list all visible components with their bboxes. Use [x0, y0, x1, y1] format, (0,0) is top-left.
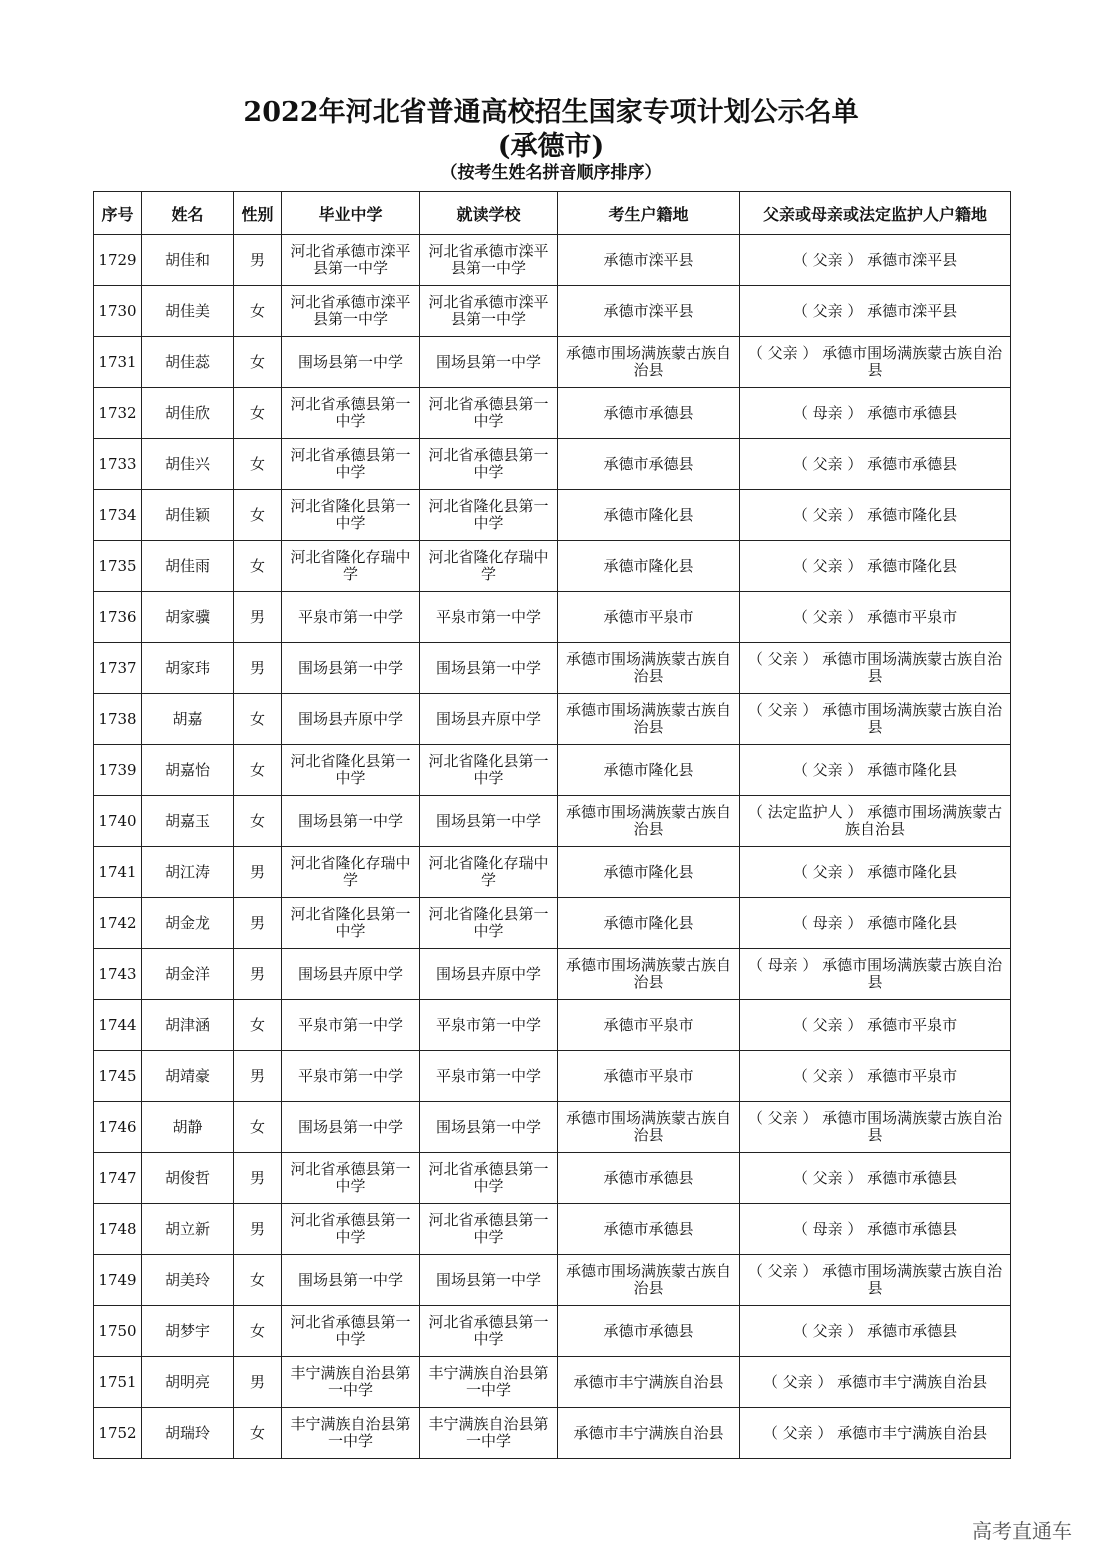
table-header-row: [94, 192, 1011, 235]
student-hukou-cell: 承德市承德县: [558, 388, 740, 439]
serial-cell: 1743: [94, 949, 142, 1000]
gender-cell: 男: [234, 235, 282, 286]
guardian-hukou-cell: （ 父亲 ） 承德市平泉市: [740, 592, 1011, 643]
student-hukou-cell: 承德市围场满族蒙古族自治县: [558, 643, 740, 694]
student-hukou-cell: 承德市滦平县: [558, 286, 740, 337]
graduated-school-cell: 平泉市第一中学: [282, 1000, 420, 1051]
name-cell: 胡俊哲: [142, 1153, 234, 1204]
graduated-school-cell: 河北省承德市滦平县第一中学: [282, 235, 420, 286]
graduated-school-cell: 围场县卉原中学: [282, 694, 420, 745]
table-row: [94, 1255, 1011, 1306]
guardian-hukou-cell: （ 母亲 ） 承德市围场满族蒙古族自治县: [740, 949, 1011, 1000]
student-hukou-cell: 承德市丰宁满族自治县: [558, 1357, 740, 1408]
graduated-school-cell: 平泉市第一中学: [282, 1051, 420, 1102]
gender-cell: 女: [234, 1102, 282, 1153]
serial-cell: 1732: [94, 388, 142, 439]
name-cell: 胡佳和: [142, 235, 234, 286]
table-row: [94, 286, 1011, 337]
student-hukou-cell: 承德市隆化县: [558, 490, 740, 541]
name-cell: 胡佳兴: [142, 439, 234, 490]
current-school-cell: 河北省承德市滦平县第一中学: [420, 235, 558, 286]
name-cell: 胡靖豪: [142, 1051, 234, 1102]
guardian-hukou-cell: （ 父亲 ） 承德市隆化县: [740, 745, 1011, 796]
gender-cell: 男: [234, 1051, 282, 1102]
table-row: [94, 592, 1011, 643]
graduated-school-cell: 丰宁满族自治县第一中学: [282, 1357, 420, 1408]
student-hukou-cell: 承德市围场满族蒙古族自治县: [558, 796, 740, 847]
name-cell: 胡瑞玲: [142, 1408, 234, 1459]
graduated-school-cell: 平泉市第一中学: [282, 592, 420, 643]
gender-cell: 女: [234, 1000, 282, 1051]
gender-cell: 女: [234, 1306, 282, 1357]
serial-cell: 1740: [94, 796, 142, 847]
gender-cell: 女: [234, 286, 282, 337]
current-school-cell: 河北省隆化存瑞中学: [420, 847, 558, 898]
student-hukou-cell: 承德市丰宁满族自治县: [558, 1408, 740, 1459]
graduated-school-cell: 河北省承德县第一中学: [282, 388, 420, 439]
gender-cell: 男: [234, 1204, 282, 1255]
gender-cell: 女: [234, 439, 282, 490]
student-hukou-cell: 承德市围场满族蒙古族自治县: [558, 337, 740, 388]
table-row: [94, 745, 1011, 796]
gender-cell: 女: [234, 796, 282, 847]
serial-cell: 1736: [94, 592, 142, 643]
graduated-school-cell: 河北省承德县第一中学: [282, 1153, 420, 1204]
name-cell: 胡佳美: [142, 286, 234, 337]
table-row: [94, 1204, 1011, 1255]
name-cell: 胡嘉玉: [142, 796, 234, 847]
current-school-cell: 河北省承德县第一中学: [420, 1204, 558, 1255]
name-cell: 胡金龙: [142, 898, 234, 949]
serial-cell: 1739: [94, 745, 142, 796]
serial-cell: 1748: [94, 1204, 142, 1255]
guardian-hukou-cell: （ 父亲 ） 承德市平泉市: [740, 1051, 1011, 1102]
current-school-cell: 围场县第一中学: [420, 337, 558, 388]
name-cell: 胡美玲: [142, 1255, 234, 1306]
guardian-hukou-cell: （ 父亲 ） 承德市承德县: [740, 439, 1011, 490]
table-body: [94, 235, 1011, 1459]
guardian-hukou-cell: （ 父亲 ） 承德市滦平县: [740, 235, 1011, 286]
name-cell: 胡佳雨: [142, 541, 234, 592]
name-cell: 胡家骥: [142, 592, 234, 643]
gender-cell: 男: [234, 592, 282, 643]
name-cell: 胡明亮: [142, 1357, 234, 1408]
serial-cell: 1751: [94, 1357, 142, 1408]
gender-cell: 女: [234, 694, 282, 745]
table-row: [94, 490, 1011, 541]
serial-cell: 1746: [94, 1102, 142, 1153]
guardian-hukou-cell: （ 父亲 ） 承德市承德县: [740, 1153, 1011, 1204]
gender-cell: 男: [234, 1153, 282, 1204]
guardian-hukou-cell: （ 父亲 ） 承德市围场满族蒙古族自治县: [740, 1255, 1011, 1306]
graduated-school-cell: 河北省隆化县第一中学: [282, 490, 420, 541]
col-header-guardian-hukou: 父亲或母亲或法定监护人户籍地: [740, 192, 1011, 235]
student-hukou-cell: 承德市承德县: [558, 1204, 740, 1255]
gender-cell: 男: [234, 643, 282, 694]
name-cell: 胡家玮: [142, 643, 234, 694]
serial-cell: 1737: [94, 643, 142, 694]
student-hukou-cell: 承德市平泉市: [558, 1000, 740, 1051]
page-subtitle: (承德市): [497, 131, 605, 162]
guardian-hukou-cell: （ 父亲 ） 承德市围场满族蒙古族自治县: [740, 694, 1011, 745]
serial-cell: 1750: [94, 1306, 142, 1357]
graduated-school-cell: 河北省承德县第一中学: [282, 1204, 420, 1255]
serial-cell: 1742: [94, 898, 142, 949]
name-cell: 胡佳欣: [142, 388, 234, 439]
serial-cell: 1747: [94, 1153, 142, 1204]
student-hukou-cell: 承德市围场满族蒙古族自治县: [558, 1255, 740, 1306]
graduated-school-cell: 围场县第一中学: [282, 337, 420, 388]
watermark: 高考直通车: [972, 1519, 1072, 1543]
name-cell: 胡佳颖: [142, 490, 234, 541]
guardian-hukou-cell: （ 父亲 ） 承德市围场满族蒙古族自治县: [740, 643, 1011, 694]
gender-cell: 男: [234, 949, 282, 1000]
guardian-hukou-cell: （ 法定监护人 ） 承德市围场满族蒙古族自治县: [740, 796, 1011, 847]
name-cell: 胡金洋: [142, 949, 234, 1000]
col-header-gender: 性别: [234, 192, 282, 235]
guardian-hukou-cell: （ 父亲 ） 承德市平泉市: [740, 1000, 1011, 1051]
guardian-hukou-cell: （ 母亲 ） 承德市承德县: [740, 1204, 1011, 1255]
current-school-cell: 围场县第一中学: [420, 643, 558, 694]
gender-cell: 女: [234, 1408, 282, 1459]
col-header-student-hukou: 考生户籍地: [558, 192, 740, 235]
table-row: [94, 643, 1011, 694]
guardian-hukou-cell: （ 父亲 ） 承德市围场满族蒙古族自治县: [740, 1102, 1011, 1153]
table-row: [94, 235, 1011, 286]
gender-cell: 女: [234, 1255, 282, 1306]
current-school-cell: 河北省隆化县第一中学: [420, 490, 558, 541]
serial-cell: 1741: [94, 847, 142, 898]
guardian-hukou-cell: （ 母亲 ） 承德市隆化县: [740, 898, 1011, 949]
serial-cell: 1733: [94, 439, 142, 490]
table-row: [94, 541, 1011, 592]
table-row: [94, 439, 1011, 490]
student-hukou-cell: 承德市围场满族蒙古族自治县: [558, 694, 740, 745]
table-row: [94, 1000, 1011, 1051]
guardian-hukou-cell: （ 父亲 ） 承德市丰宁满族自治县: [740, 1357, 1011, 1408]
guardian-hukou-cell: （ 母亲 ） 承德市承德县: [740, 388, 1011, 439]
serial-cell: 1730: [94, 286, 142, 337]
serial-cell: 1752: [94, 1408, 142, 1459]
table-row: [94, 337, 1011, 388]
guardian-hukou-cell: （ 父亲 ） 承德市隆化县: [740, 541, 1011, 592]
current-school-cell: 丰宁满族自治县第一中学: [420, 1357, 558, 1408]
graduated-school-cell: 河北省承德县第一中学: [282, 439, 420, 490]
table-row: [94, 949, 1011, 1000]
name-cell: 胡梦宇: [142, 1306, 234, 1357]
table-row: [94, 388, 1011, 439]
serial-cell: 1731: [94, 337, 142, 388]
col-header-name: 姓名: [142, 192, 234, 235]
gender-cell: 女: [234, 490, 282, 541]
serial-cell: 1729: [94, 235, 142, 286]
graduated-school-cell: 河北省隆化县第一中学: [282, 745, 420, 796]
table-row: [94, 1357, 1011, 1408]
serial-cell: 1735: [94, 541, 142, 592]
serial-cell: 1738: [94, 694, 142, 745]
student-hukou-cell: 承德市隆化县: [558, 898, 740, 949]
graduated-school-cell: 丰宁满族自治县第一中学: [282, 1408, 420, 1459]
gender-cell: 男: [234, 898, 282, 949]
name-cell: 胡嘉: [142, 694, 234, 745]
graduated-school-cell: 围场县第一中学: [282, 1102, 420, 1153]
current-school-cell: 丰宁满族自治县第一中学: [420, 1408, 558, 1459]
current-school-cell: 围场县卉原中学: [420, 949, 558, 1000]
name-cell: 胡静: [142, 1102, 234, 1153]
table-row: [94, 847, 1011, 898]
current-school-cell: 平泉市第一中学: [420, 1051, 558, 1102]
graduated-school-cell: 河北省承德市滦平县第一中学: [282, 286, 420, 337]
graduated-school-cell: 围场县第一中学: [282, 643, 420, 694]
gender-cell: 女: [234, 337, 282, 388]
graduated-school-cell: 河北省隆化存瑞中学: [282, 847, 420, 898]
current-school-cell: 围场县卉原中学: [420, 694, 558, 745]
current-school-cell: 河北省承德市滦平县第一中学: [420, 286, 558, 337]
gender-cell: 女: [234, 388, 282, 439]
gender-cell: 男: [234, 1357, 282, 1408]
student-hukou-cell: 承德市围场满族蒙古族自治县: [558, 949, 740, 1000]
current-school-cell: 河北省隆化存瑞中学: [420, 541, 558, 592]
roster-table: [93, 191, 1011, 1459]
serial-cell: 1749: [94, 1255, 142, 1306]
graduated-school-cell: 围场县卉原中学: [282, 949, 420, 1000]
current-school-cell: 围场县第一中学: [420, 1255, 558, 1306]
graduated-school-cell: 围场县第一中学: [282, 1255, 420, 1306]
gender-cell: 男: [234, 847, 282, 898]
current-school-cell: 围场县第一中学: [420, 796, 558, 847]
student-hukou-cell: 承德市承德县: [558, 1153, 740, 1204]
table-row: [94, 1153, 1011, 1204]
name-cell: 胡津涵: [142, 1000, 234, 1051]
name-cell: 胡嘉怡: [142, 745, 234, 796]
student-hukou-cell: 承德市隆化县: [558, 847, 740, 898]
table-row: [94, 1408, 1011, 1459]
current-school-cell: 河北省承德县第一中学: [420, 1306, 558, 1357]
table-row: [94, 898, 1011, 949]
guardian-hukou-cell: （ 父亲 ） 承德市滦平县: [740, 286, 1011, 337]
table-row: [94, 1306, 1011, 1357]
guardian-hukou-cell: （ 父亲 ） 承德市承德县: [740, 1306, 1011, 1357]
sort-note: （按考生姓名拼音顺序排序）: [440, 163, 662, 183]
student-hukou-cell: 承德市承德县: [558, 1306, 740, 1357]
name-cell: 胡立新: [142, 1204, 234, 1255]
current-school-cell: 河北省承德县第一中学: [420, 1153, 558, 1204]
student-hukou-cell: 承德市滦平县: [558, 235, 740, 286]
table-row: [94, 796, 1011, 847]
table-row: [94, 1102, 1011, 1153]
current-school-cell: 河北省承德县第一中学: [420, 439, 558, 490]
guardian-hukou-cell: （ 父亲 ） 承德市围场满族蒙古族自治县: [740, 337, 1011, 388]
guardian-hukou-cell: （ 父亲 ） 承德市隆化县: [740, 847, 1011, 898]
col-header-serial: 序号: [94, 192, 142, 235]
graduated-school-cell: 河北省隆化县第一中学: [282, 898, 420, 949]
graduated-school-cell: 河北省隆化存瑞中学: [282, 541, 420, 592]
col-header-current-school: 就读学校: [420, 192, 558, 235]
guardian-hukou-cell: （ 父亲 ） 承德市隆化县: [740, 490, 1011, 541]
guardian-hukou-cell: （ 父亲 ） 承德市丰宁满族自治县: [740, 1408, 1011, 1459]
graduated-school-cell: 河北省承德县第一中学: [282, 1306, 420, 1357]
serial-cell: 1744: [94, 1000, 142, 1051]
current-school-cell: 河北省隆化县第一中学: [420, 898, 558, 949]
current-school-cell: 河北省隆化县第一中学: [420, 745, 558, 796]
student-hukou-cell: 承德市平泉市: [558, 1051, 740, 1102]
current-school-cell: 围场县第一中学: [420, 1102, 558, 1153]
page-title: 2022年河北省普通高校招生国家专项计划公示名单: [243, 97, 859, 128]
gender-cell: 女: [234, 745, 282, 796]
serial-cell: 1734: [94, 490, 142, 541]
table-row: [94, 694, 1011, 745]
student-hukou-cell: 承德市平泉市: [558, 592, 740, 643]
student-hukou-cell: 承德市隆化县: [558, 745, 740, 796]
serial-cell: 1745: [94, 1051, 142, 1102]
col-header-graduated-school: 毕业中学: [282, 192, 420, 235]
current-school-cell: 平泉市第一中学: [420, 592, 558, 643]
name-cell: 胡佳蕊: [142, 337, 234, 388]
name-cell: 胡江涛: [142, 847, 234, 898]
student-hukou-cell: 承德市围场满族蒙古族自治县: [558, 1102, 740, 1153]
current-school-cell: 平泉市第一中学: [420, 1000, 558, 1051]
current-school-cell: 河北省承德县第一中学: [420, 388, 558, 439]
student-hukou-cell: 承德市隆化县: [558, 541, 740, 592]
graduated-school-cell: 围场县第一中学: [282, 796, 420, 847]
student-hukou-cell: 承德市承德县: [558, 439, 740, 490]
gender-cell: 女: [234, 541, 282, 592]
table-row: [94, 1051, 1011, 1102]
